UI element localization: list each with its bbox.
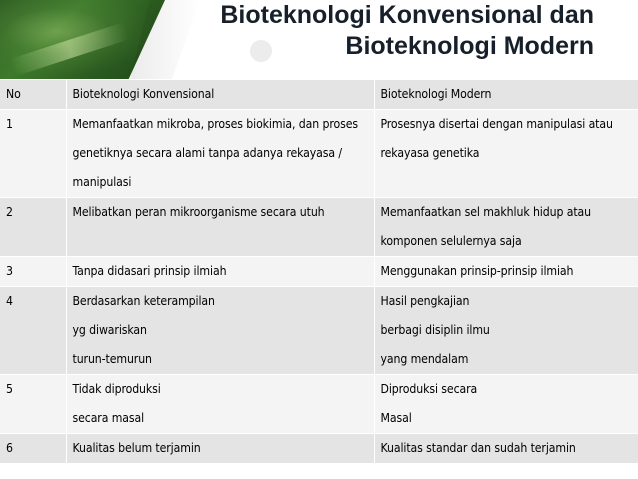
modern-cell: Prosesnya disertai dengan manipulasi atau rekayasa genetika (374, 110, 638, 198)
konvensional-cell: Tidak diproduksi secara masal (66, 375, 374, 434)
modern-cell: Kualitas standar dan sudah terjamin (374, 434, 638, 464)
modern-cell: Memanfaatkan sel makhluk hidup atau komponen selulernya saja (374, 198, 638, 257)
row-number: 5 (0, 375, 66, 434)
table-row (0, 434, 638, 464)
table-header-row (0, 80, 638, 110)
slide-title (134, 0, 594, 62)
row-number: 1 (0, 110, 66, 198)
konvensional-cell: Kualitas belum terjamin (66, 434, 374, 464)
modern-cell: Hasil pengkajian berbagi disiplin ilmu yang mendalam (374, 287, 638, 375)
konvensional-cell: Memanfaatkan mikroba, proses biokimia, dan proses genetiknya secara alami tanpa adanya rekayasa / manipulasi (66, 110, 374, 198)
slide-title-line1: Bioteknologi Konvensional dan (220, 1, 594, 29)
table-row (0, 287, 638, 375)
row-number: 4 (0, 287, 66, 375)
konvensional-cell: Tanpa didasari prinsip ilmiah (66, 257, 374, 287)
row-number: 6 (0, 434, 66, 464)
comparison-table (0, 80, 638, 464)
konvensional-cell: Melibatkan peran mikroorganisme secara utuh (66, 198, 374, 257)
table-row (0, 198, 638, 257)
konvensional-cell: Berdasarkan keterampilan yg diwariskan turun-temurun (66, 287, 374, 375)
table-row (0, 110, 638, 198)
modern-cell: Diproduksi secara Masal (374, 375, 638, 434)
row-number: 2 (0, 198, 66, 257)
column-header-no: No (0, 80, 66, 110)
row-number: 3 (0, 257, 66, 287)
modern-cell: Menggunakan prinsip-prinsip ilmiah (374, 257, 638, 287)
slide-title-line2: Bioteknologi Modern (345, 32, 594, 60)
slide-header (0, 0, 638, 80)
column-header-modern: Bioteknologi Modern (374, 80, 638, 110)
column-header-konvensional: Bioteknologi Konvensional (66, 80, 374, 110)
table-row (0, 375, 638, 434)
table-row (0, 257, 638, 287)
